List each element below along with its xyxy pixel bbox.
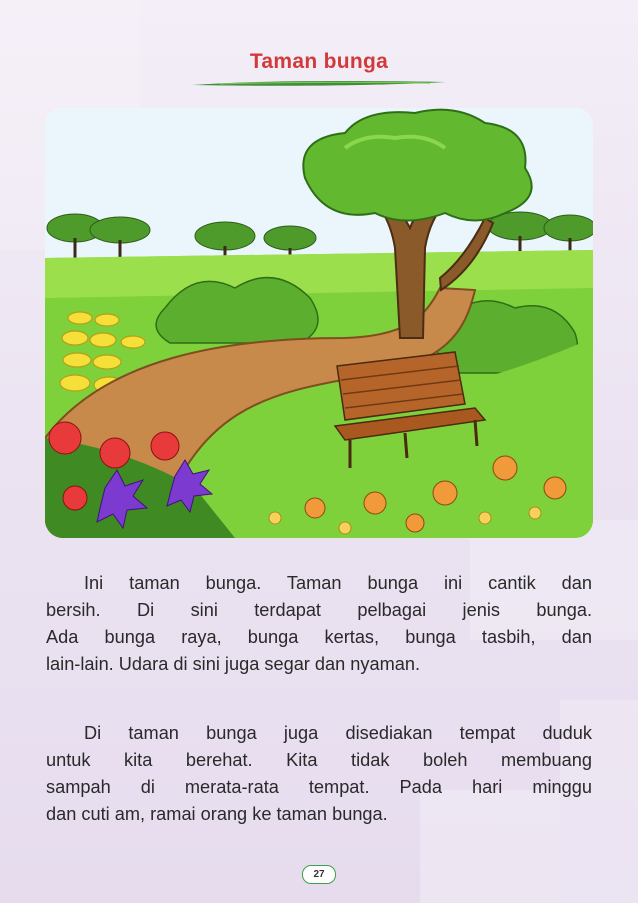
text-line: dan cuti am, ramai orang ke taman bunga. (46, 804, 388, 824)
text-line: sampah di merata-rata tempat. Pada hari minggu (46, 777, 592, 797)
text-line: Ada bunga raya, bunga kertas, bunga tasbih, dan (46, 627, 592, 647)
text-line: Ini taman bunga. Taman bunga ini cantik dan (84, 573, 592, 593)
page-title: Taman bunga (249, 50, 389, 73)
paragraph-2 (46, 720, 592, 828)
text-line: Di taman bunga juga disediakan tempat duduk (84, 723, 592, 743)
text-line: lain-lain. Udara di sini juga segar dan nyaman. (46, 654, 421, 674)
park-illustration (45, 108, 593, 538)
text-line: untuk kita berehat. Kita tidak boleh membuang (46, 750, 592, 770)
page-number-badge: 27 (302, 865, 336, 884)
paragraph-1 (46, 570, 592, 678)
title-underline (190, 76, 448, 90)
text-line: bersih. Di sini terdapat pelbagai jenis bunga. (46, 600, 592, 620)
